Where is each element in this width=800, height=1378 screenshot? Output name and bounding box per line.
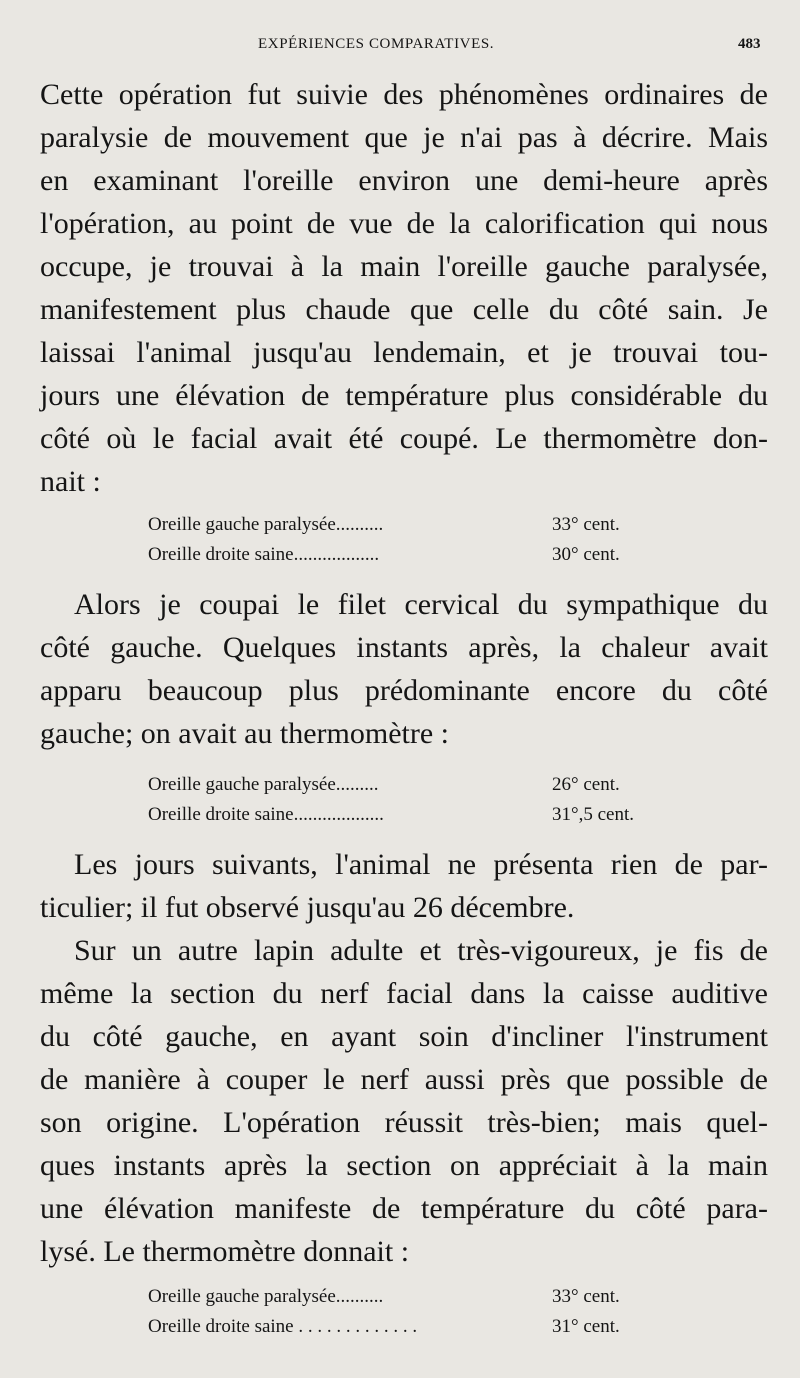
text-line: Les jours suivants, l'animal ne présenta rien de par- bbox=[74, 848, 768, 881]
table-row-label: Oreille droite saine.................. bbox=[148, 544, 380, 565]
text-line: jours une élévation de température plus considérable du bbox=[40, 379, 768, 412]
text-line: Cette opération fut suivie des phénomènes ordinaires de bbox=[40, 78, 768, 111]
text-line: Alors je coupai le filet cervical du sympathique du bbox=[74, 588, 768, 621]
table-row-label: Oreille droite saine . . . . . . . . . . . . . bbox=[148, 1316, 418, 1337]
table-row bbox=[148, 770, 708, 800]
table-row-label: Oreille gauche paralysée.......... bbox=[148, 514, 384, 535]
text-line: son origine. L'opération réussit très-bien; mais quel- bbox=[40, 1106, 768, 1139]
text-line: une élévation manifeste de température du côté para- bbox=[40, 1192, 768, 1225]
running-head bbox=[0, 32, 800, 62]
text-line: apparu beaucoup plus prédominante encore du côté bbox=[40, 674, 768, 707]
text-line: gauche; on avait au thermomètre : bbox=[40, 717, 449, 750]
text-line: occupe, je trouvai à la main l'oreille gauche paralysée, bbox=[40, 250, 768, 283]
text-line: nait : bbox=[40, 465, 101, 498]
text-line: côté gauche. Quelques instants après, la chaleur avait bbox=[40, 631, 768, 664]
table-row-label: Oreille gauche paralysée.......... bbox=[148, 1286, 384, 1307]
text-line: l'opération, au point de vue de la calorification qui nous bbox=[40, 207, 768, 240]
text-line: laissai l'animal jusqu'au lendemain, et je trouvai tou- bbox=[40, 336, 768, 369]
table-row-value: 33° cent. bbox=[552, 1286, 620, 1307]
text-line: paralysie de mouvement que je n'ai pas à décrire. Mais bbox=[40, 121, 768, 154]
text-line: Sur un autre lapin adulte et très-vigoureux, je fis de bbox=[74, 934, 768, 967]
text-line: côté où le facial avait été coupé. Le thermomètre don- bbox=[40, 422, 768, 455]
table-row bbox=[148, 800, 708, 830]
text-line: du côté gauche, en ayant soin d'incliner l'instrument bbox=[40, 1020, 768, 1053]
table-row-value: 31° cent. bbox=[552, 1316, 620, 1337]
table-row bbox=[148, 1312, 708, 1342]
table-row-value: 30° cent. bbox=[552, 544, 620, 565]
table-row bbox=[148, 540, 708, 570]
page-number: 483 bbox=[738, 36, 761, 52]
table-row-label: Oreille droite saine................... bbox=[148, 804, 384, 825]
text-line: ques instants après la section on appréciait à la main bbox=[40, 1149, 768, 1182]
text-line: même la section du nerf facial dans la caisse auditive bbox=[40, 977, 768, 1010]
table-row-label: Oreille gauche paralysée......... bbox=[148, 774, 379, 795]
table-row-value: 31°,5 cent. bbox=[552, 804, 634, 825]
table-row-value: 33° cent. bbox=[552, 514, 620, 535]
text-line: de manière à couper le nerf aussi près que possible de bbox=[40, 1063, 768, 1096]
table-row-value: 26° cent. bbox=[552, 774, 620, 795]
table-row bbox=[148, 510, 708, 540]
running-head-title: EXPÉRIENCES COMPARATIVES. bbox=[258, 36, 495, 52]
table-row bbox=[148, 1282, 708, 1312]
text-line: manifestement plus chaude que celle du côté sain. Je bbox=[40, 293, 768, 326]
text-line: ticulier; il fut observé jusqu'au 26 décembre. bbox=[40, 891, 575, 924]
text-line: en examinant l'oreille environ une demi-heure après bbox=[40, 164, 768, 197]
text-line: lysé. Le thermomètre donnait : bbox=[40, 1235, 410, 1268]
